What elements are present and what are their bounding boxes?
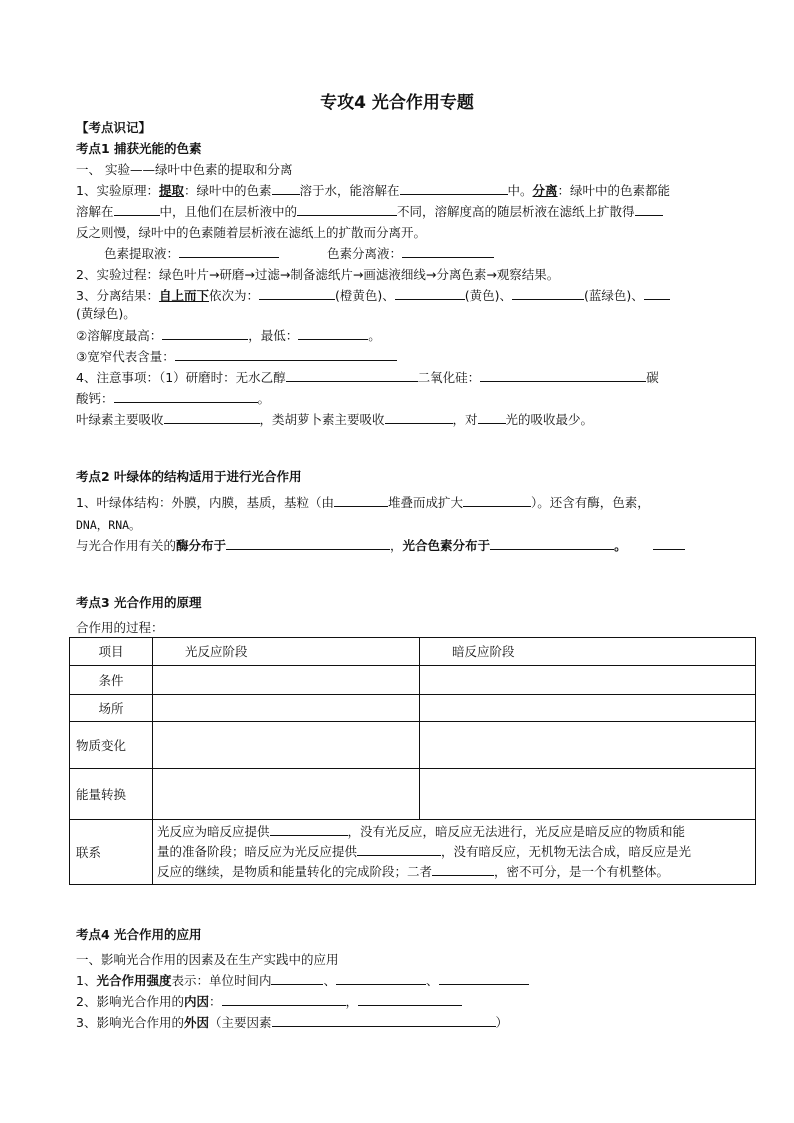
k1-line-5: 2、实验过程：绿色叶片→研磨→过滤→制备滤纸片→画滤液细线→分离色素→观察结果。 <box>76 267 560 282</box>
page-title: 专攻4 光合作用专题 <box>320 93 474 113</box>
k4-subheading: 一、影响光合作用的因素及在生产实践中的应用 <box>76 952 339 967</box>
k1-line-7: (黄绿色)。 <box>76 306 136 321</box>
photosynthesis-table <box>69 637 756 885</box>
table-cell[interactable] <box>153 695 420 722</box>
blank[interactable] <box>164 411 260 424</box>
blank[interactable] <box>439 972 529 985</box>
blank[interactable] <box>357 843 441 856</box>
k3-heading: 考点3 光合作用的原理 <box>76 595 202 610</box>
blank[interactable] <box>179 245 279 258</box>
table-header-light: 光反应阶段 <box>153 638 420 666</box>
blank[interactable] <box>644 287 670 300</box>
blank[interactable] <box>270 823 348 836</box>
table-header-dark: 暗反应阶段 <box>420 638 756 666</box>
table-row-label: 联系 <box>70 820 153 885</box>
blank[interactable] <box>512 287 584 300</box>
k1-line-3: 反之则慢，绿叶中的色素随着层析液在滤纸上的扩散而分离开。 <box>76 225 427 240</box>
blank[interactable] <box>286 369 418 382</box>
k2-line-1: 1、叶绿体结构：外膜，内膜，基质，基粒（由 堆叠而成扩大 ）。还含有酶，色素， <box>76 495 650 510</box>
blank[interactable] <box>297 203 397 216</box>
k1-heading: 考点1 捕获光能的色素 <box>76 141 202 156</box>
blank[interactable] <box>272 1014 496 1027</box>
blank[interactable] <box>480 369 646 382</box>
blank[interactable] <box>635 203 663 216</box>
blank[interactable] <box>432 863 494 876</box>
blank[interactable] <box>402 245 494 258</box>
k2-line-3: 与光合作用有关的酶分布于 ，光合色素分布于 。 <box>76 537 685 555</box>
blank[interactable] <box>463 494 531 507</box>
table-cell[interactable] <box>153 769 420 820</box>
k1-line-9: ③宽窄代表含量： <box>76 348 397 366</box>
blank[interactable] <box>395 287 465 300</box>
k3-subheading: 合作用的过程： <box>76 620 164 635</box>
blank[interactable] <box>271 972 323 985</box>
blank[interactable] <box>298 327 368 340</box>
table-cell[interactable] <box>420 722 756 769</box>
blank[interactable] <box>358 993 462 1006</box>
table-row-label: 条件 <box>70 666 153 695</box>
blank[interactable] <box>114 203 160 216</box>
blank[interactable] <box>259 287 335 300</box>
blank[interactable] <box>336 972 426 985</box>
k4-heading: 考点4 光合作用的应用 <box>76 927 202 942</box>
table-cell[interactable] <box>420 695 756 722</box>
k1-line-11: 酸钙： 。 <box>76 391 271 406</box>
k4-line-1: 1、光合作用强度表示：单位时间内 、 、 <box>76 972 529 990</box>
blank[interactable] <box>490 537 614 550</box>
section-heading: 【考点识记】 <box>76 120 152 135</box>
k4-line-3: 3、影响光合作用的外因（主要因素 ） <box>76 1015 509 1030</box>
k4-line-2: 2、影响光合作用的内因： ， <box>76 993 462 1011</box>
table-cell[interactable] <box>420 666 756 695</box>
blank[interactable] <box>222 993 346 1006</box>
k1-line-4: 色素提取液： 色素分离液： <box>104 245 494 263</box>
blank[interactable] <box>478 411 506 424</box>
table-cell[interactable] <box>153 666 420 695</box>
table-header-item: 项目 <box>70 638 153 666</box>
relation-cell: 光反应为暗反应提供 ，没有光反应，暗反应无法进行，光反应是暗反应的物质和能 量的准备阶段；暗反应为光反应提供 ，没有暗反应，无机物无法合成，暗反应是光 反应的继续，是物质和能量转化的完成阶段；二者 ，密不可分，是一个有机整体。 <box>153 820 756 885</box>
k1-subheading: 一、 实验——绿叶中色素的提取和分离 <box>76 162 293 177</box>
k1-line-8: ②溶解度最高： ，最低： 。 <box>76 328 381 343</box>
k2-line-2: DNA，RNA。 <box>76 518 141 532</box>
k1-line-10: 4、注意事项：（1）研磨时：无水乙醇 二氧化硅： 碳 <box>76 370 659 385</box>
blank[interactable] <box>400 182 508 195</box>
k1-line-1: 1、实验原理：提取：绿叶中的色素 溶于水，能溶解在 中。分离：绿叶中的色素都能 <box>76 183 671 198</box>
k2-heading: 考点2 叶绿体的结构适用于进行光合作用 <box>76 469 302 484</box>
blank[interactable] <box>114 390 258 403</box>
blank[interactable] <box>334 494 388 507</box>
table-row-label: 能量转换 <box>70 769 153 820</box>
blank[interactable] <box>653 537 685 550</box>
blank[interactable] <box>385 411 453 424</box>
table-cell[interactable] <box>420 769 756 820</box>
k1-line-12: 叶绿素主要吸收 ，类胡萝卜素主要吸收 ，对 光的吸收最少。 <box>76 412 594 427</box>
k1-line-6: 3、分离结果：自上而下依次为： (橙黄色)、 (黄色)、 (蓝绿色)、 <box>76 287 670 305</box>
blank[interactable] <box>175 348 397 361</box>
blank[interactable] <box>272 182 300 195</box>
k1-line-2: 溶解在 中，且他们在层析液中的 不同，溶解度高的随层析液在滤纸上扩散得 <box>76 203 663 221</box>
blank[interactable] <box>226 537 390 550</box>
blank[interactable] <box>162 327 248 340</box>
table-row-label: 物质变化 <box>70 722 153 769</box>
table-row-label: 场所 <box>70 695 153 722</box>
table-cell[interactable] <box>153 722 420 769</box>
